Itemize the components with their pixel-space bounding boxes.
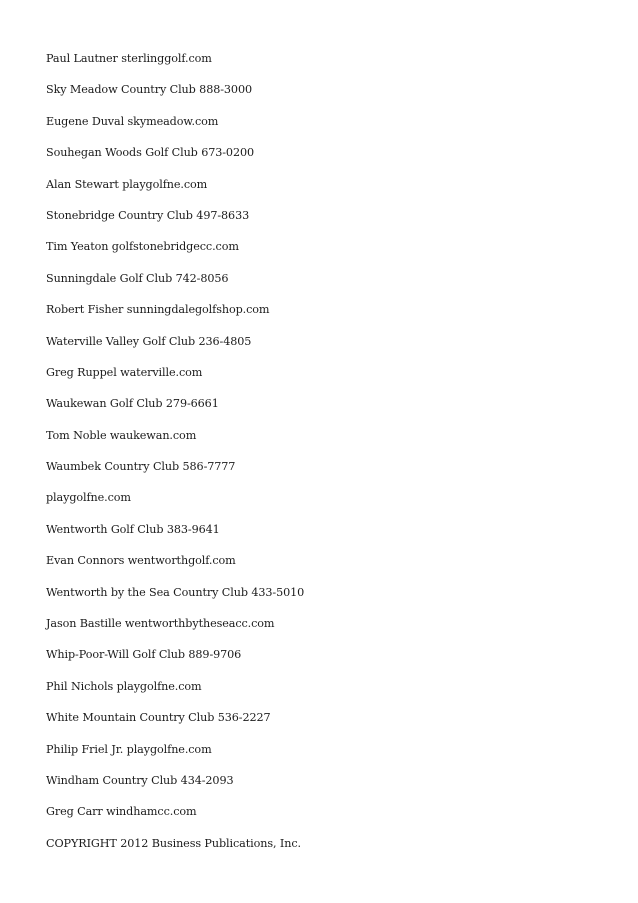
copyright-line: COPYRIGHT 2012 Business Publications, Inc. (46, 836, 301, 850)
directory-line: Phil Nichols playgolfne.com (46, 679, 202, 693)
directory-line: Sky Meadow Country Club 888-3000 (46, 83, 252, 97)
directory-line: Tim Yeaton golfstonebridgecc.com (46, 240, 239, 254)
directory-line: Greg Carr windhamcc.com (46, 805, 197, 819)
directory-line: Wentworth by the Sea Country Club 433-5010 (46, 585, 305, 599)
directory-list (46, 51, 304, 867)
directory-line: Sunningdale Golf Club 742-8056 (46, 271, 229, 285)
directory-line: Greg Ruppel waterville.com (46, 365, 203, 379)
directory-line: Evan Connors wentworthgolf.com (46, 554, 236, 568)
directory-line: Whip-Poor-Will Golf Club 889-9706 (46, 648, 242, 662)
directory-line: Tom Noble waukewan.com (46, 428, 197, 442)
directory-line: White Mountain Country Club 536-2227 (46, 711, 271, 725)
directory-line: Stonebridge Country Club 497-8633 (46, 208, 250, 222)
directory-line: Alan Stewart playgolfne.com (46, 177, 208, 191)
directory-line: Souhegan Woods Golf Club 673-0200 (46, 146, 255, 160)
directory-line: Waumbek Country Club 586-7777 (46, 460, 236, 474)
directory-line: Eugene Duval skymeadow.com (46, 114, 219, 128)
directory-line: Paul Lautner sterlinggolf.com (46, 52, 212, 65)
directory-line: Waukewan Golf Club 279-6661 (46, 397, 219, 411)
directory-line: Robert Fisher sunningdalegolfshop.com (46, 303, 270, 317)
directory-line: Jason Bastille wentworthbytheseacc.com (46, 617, 275, 631)
directory-line: Waterville Valley Golf Club 236-4805 (46, 334, 252, 348)
directory-line: Philip Friel Jr. playgolfne.com (46, 742, 212, 756)
directory-line: playgolfne.com (46, 491, 131, 505)
directory-line: Windham Country Club 434-2093 (46, 773, 234, 787)
directory-line: Wentworth Golf Club 383-9641 (46, 522, 220, 536)
